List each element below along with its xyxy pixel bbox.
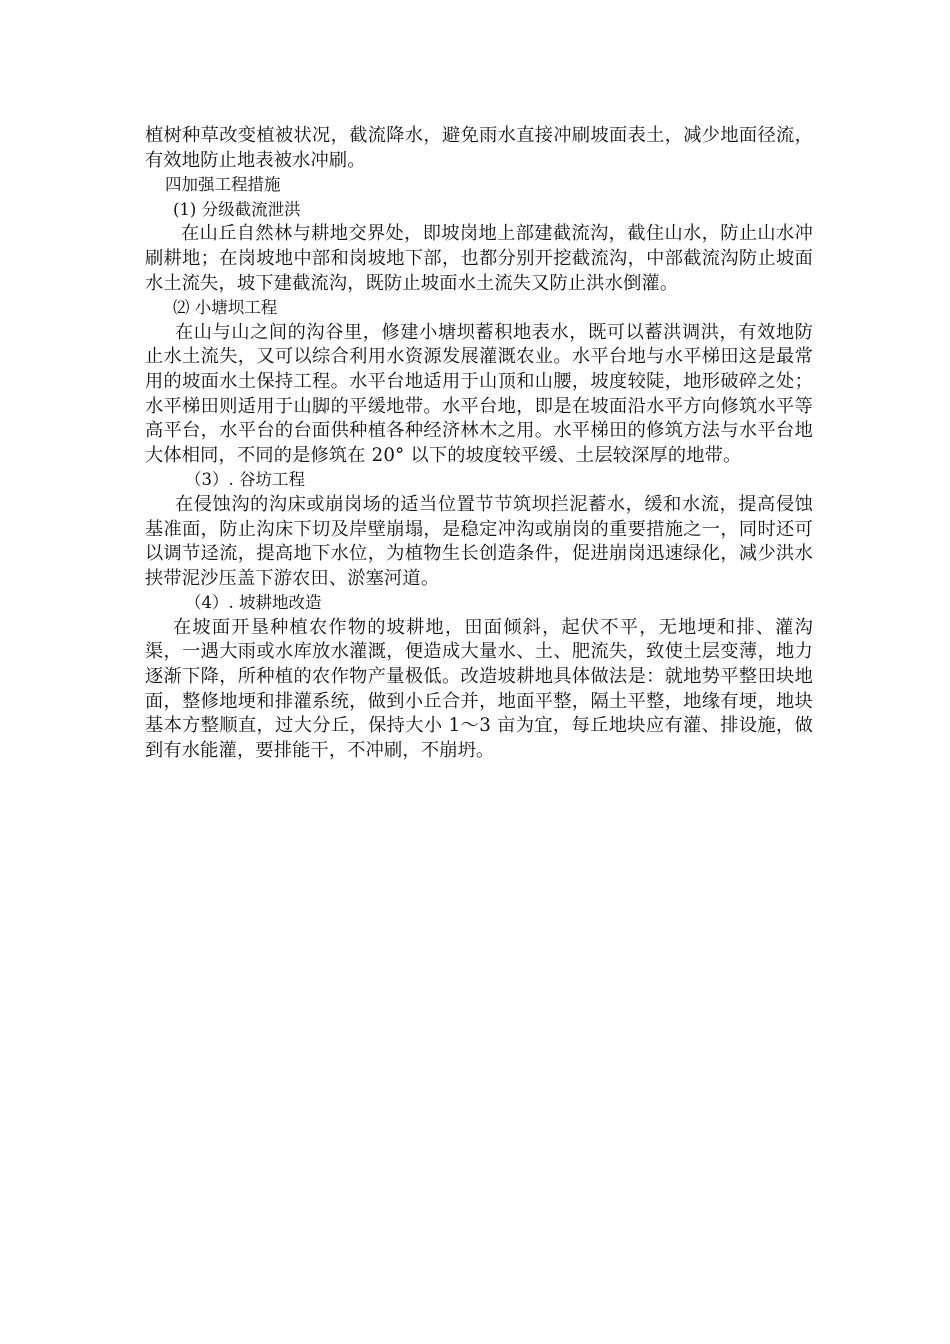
paragraph-small-dam: 在山与山之间的沟谷里，修建小塘坝蓄积地表水，既可以蓄洪调洪，有效地防止水土流失，又可以综合利用水资源发展灌溉农业。水平台地与水平梯田这是最常用的坡面水土保持工程。水平台地适用于山顶和山腰，坡度较陡，地形破碎之处；水平梯田则适用于山脚的平缓地带。水平台地，即是在坡面沿水平方向修筑水平等高平台，水平台的台面供种植各种经济林木之用。水平梯田的修筑方法与水平台地大体相同，不同的是修筑在 20° 以下的坡度较平缓、土层较深厚的地带。 [145, 321, 813, 466]
subheading-graded-interception: (1) 分级截流泄洪 [173, 199, 301, 219]
subheading-small-dam: ⑵ 小塘坝工程 [173, 298, 278, 318]
document-body [145, 124, 813, 763]
subheading-slope-farmland: （4）. 坡耕地改造 [185, 593, 322, 613]
paragraph-slope-farmland: 在坡面开垦种植农作物的坡耕地，田面倾斜，起伏不平，无地埂和排、灌沟渠，一遇大雨或水库放水灌溉，便造成大量水、土、肥流失，致使土层变薄，地力逐渐下降，所种植的农作物产量极低。改造坡耕地具体做法是：就地势平整田块地面，整修地埂和排灌系统，做到小丘合并，地面平整，隔土平整，地缘有埂，地块基本方整顺直，过大分丘，保持大小 1～3 亩为宜，每丘地块应有灌、排设施，做到有水能灌，要排能干，不冲刷，不崩坍。 [145, 616, 813, 761]
section-heading-engineering-measures: 四加强工程措施 [165, 175, 281, 195]
paragraph-graded-interception: 在山丘自然林与耕地交界处，即坡岗地上部建截流沟，截住山水，防止山水冲刷耕地；在岗坡地中部和岗坡地下部，也都分别开挖截流沟，中部截流沟防止坡面水土流失，坡下建截流沟，既防止坡面水土流失又防止洪水倒灌。 [145, 223, 813, 294]
subheading-check-dam: （3）. 谷坊工程 [185, 470, 305, 490]
intro-paragraph: 植树种草改变植被状况，截流降水，避免雨水直接冲刷坡面表土，减少地面径流，有效地防止地表被水冲刷。 [145, 125, 813, 171]
paragraph-check-dam: 在侵蚀沟的沟床或崩岗场的适当位置节节筑坝拦泥蓄水，缓和水流，提高侵蚀基准面，防止沟床下切及岸壁崩塌，是稳定冲沟或崩岗的重要措施之一，同时还可以调节迳流，提高地下水位，为植物生长创造条件，促进崩岗迅速绿化，减少洪水挟带泥沙压盖下游农田、淤塞河道。 [145, 493, 813, 589]
